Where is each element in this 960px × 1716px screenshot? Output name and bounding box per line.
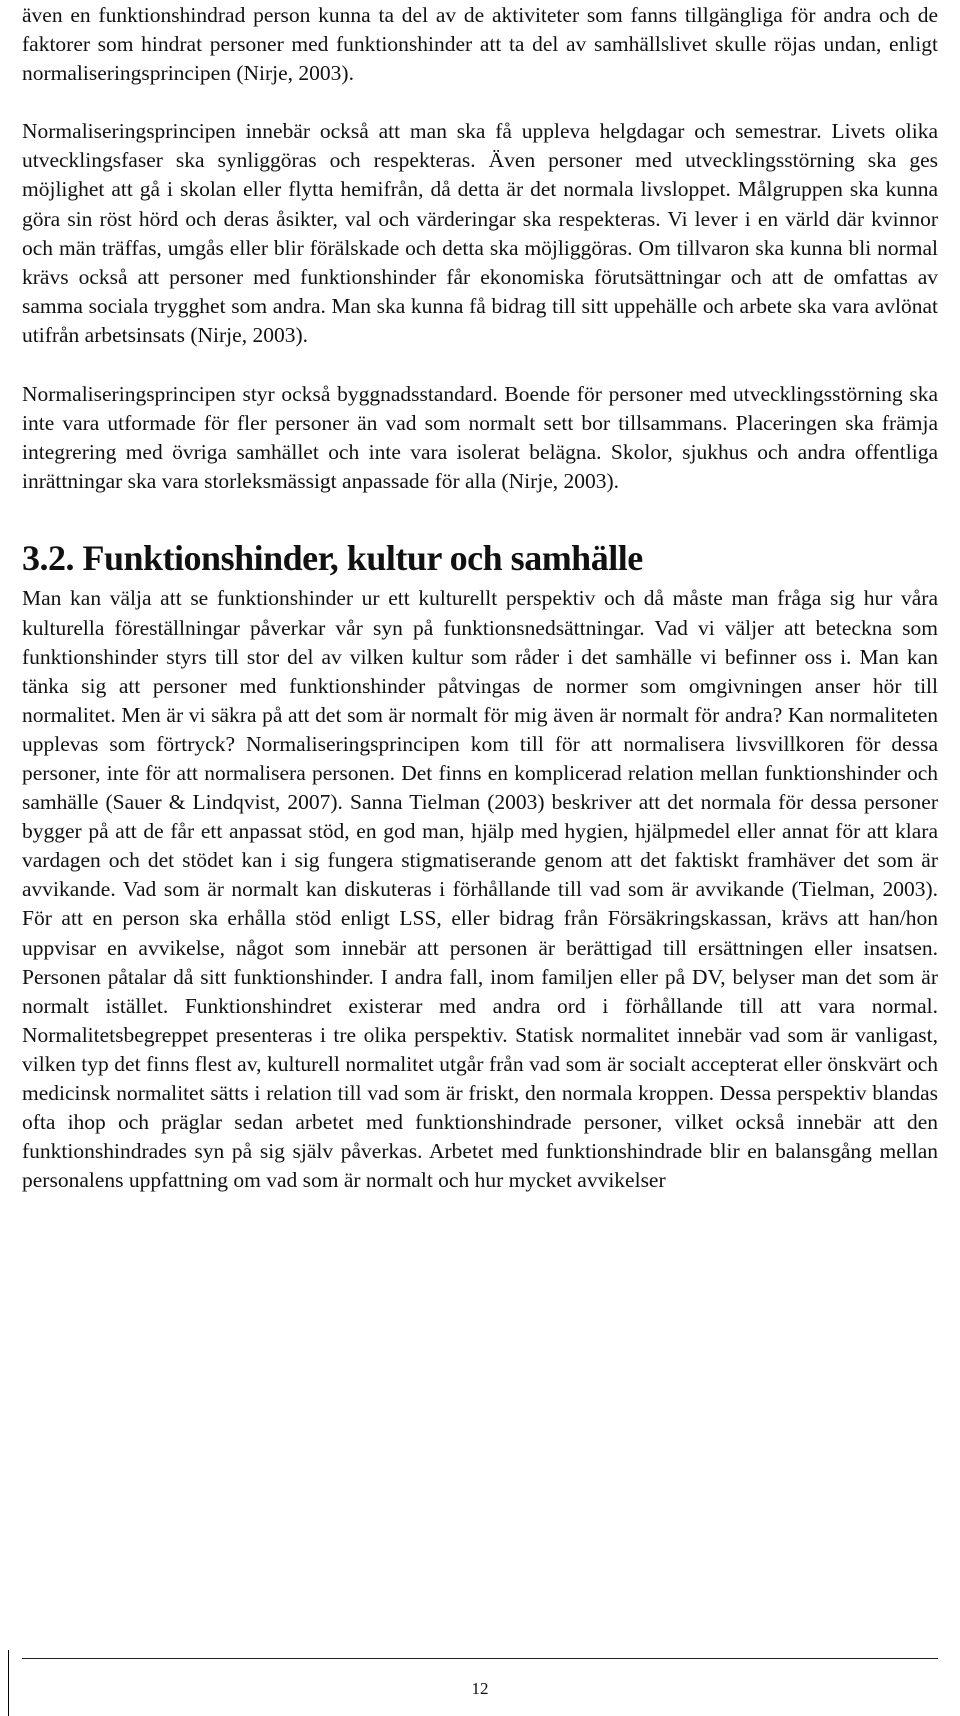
- document-page: [22, 0, 938, 1195]
- page-number: 12: [471, 1679, 489, 1698]
- section-heading: 3.2. Funktionshinder, kultur och samhälle: [22, 538, 643, 579]
- footer-divider: [22, 1658, 938, 1659]
- paragraph-building-standards: Normaliseringsprincipen styr också byggnadsstandard. Boende för personer med utvecklingsstörning ska inte vara utformade för fler personer än vad som normalt sett bor tillsammans. Placeringen ska främja integrering med övriga samhället och inte vara isolerat belägna. Skolor, sjukhus och andra offentliga inrättningar ska vara storleksmässigt anpassade för alla (Nirje, 2003).: [22, 382, 938, 494]
- paragraph-normalization-continuation: även en funktionshindrad person kunna ta del av de aktiviteter som fanns tillgängliga för andra och de faktorer som hindrat personer med funktionshinder att ta del av samhällslivet skulle röjas undan, enligt normaliseringsprincipen (Nirje, 2003).: [22, 3, 938, 86]
- paragraph-normalization-life-rhythm: Normaliseringsprincipen innebär också att man ska få uppleva helgdagar och semestrar. Livets olika utvecklingsfaser ska synliggöras och respekteras. Även personer med utvecklingsstörning ska ges möjlighet att gå i skolan eller flytta hemifrån, då detta är det normala livsloppet. Målgruppen ska kunna göra sin röst hörd och deras åsikter, val och värderingar ska respekteras. Vi lever i en värld där kvinnor och män träffas, umgås eller blir förälskade och detta ska möjliggöras. Om tillvaron ska kunna bli normal krävs också att personer med funktionshinder får ekonomiska förutsättningar och att de omfattas av samma sociala trygghet som andra. Man ska kunna få bidrag till sitt uppehälle och arbete ska vara avlönat utifrån arbetsinsats (Nirje, 2003).: [22, 119, 938, 347]
- paragraph-disability-culture-society: Man kan välja att se funktionshinder ur ett kulturellt perspektiv och då måste man fråga sig hur våra kulturella föreställningar påverkar vår syn på funktionsnedsättningar. Vad vi väljer att beteckna som funktionshinder styrs till stor del av vilken kultur som råder i det samhälle vi befinner oss i. Man kan tänka sig att personer med funktionshinder påtvingas de normer som omgivningen anser hör till normalitet. Men är vi säkra på att det som är normalt för mig även är normalt för andra? Kan normaliteten upplevas som förtryck? Normaliseringsprincipen kom till för att normalisera livsvillkoren för dessa personer, inte för att normalisera personen. Det finns en komplicerad relation mellan funktionshinder och samhälle (Sauer & Lindqvist, 2007). Sanna Tielman (2003) beskriver att det normala för dessa personer bygger på att de får ett anpassat stöd, en god man, hjälp med hygien, hjälpmedel eller annat för att klara vardagen och det stödet kan i sig fungera stigmatiserande genom att det faktiskt framhäver det som är avvikande. Vad som är normalt kan diskuteras i förhållande till vad som är avvikande (Tielman, 2003). För att en person ska erhålla stöd enligt LSS, eller bidrag från Försäkringskassan, krävs att han/hon uppvisar en avvikelse, något som innebär att personen är berättigad till ersättningen eller insatsen. Personen påtalar då sitt funktionshinder. I andra fall, inom familjen eller på DV, belyser man det som är normalt istället. Funktionshindret existerar med andra ord i förhållande till att vara normal. Normalitetsbegreppet presenteras i tre olika perspektiv. Statisk normalitet innebär vad som är vanligast, vilken typ det finns flest av, kulturell normalitet utgår från vad som är socialt accepterat eller önskvärt och medicinsk normalitet sätts i relation till vad som är friskt, den normala kroppen. Dessa perspektiv blandas ofta ihop och präglar sedan arbetet med funktionshindrade personer, vilket också innebär att den funktionshindrades syn på sig själv påverkas. Arbetet med funktionshindrade blir en balansgång mellan personalens uppfattning om vad som är normalt och hur mycket avvikelser: [22, 586, 938, 1193]
